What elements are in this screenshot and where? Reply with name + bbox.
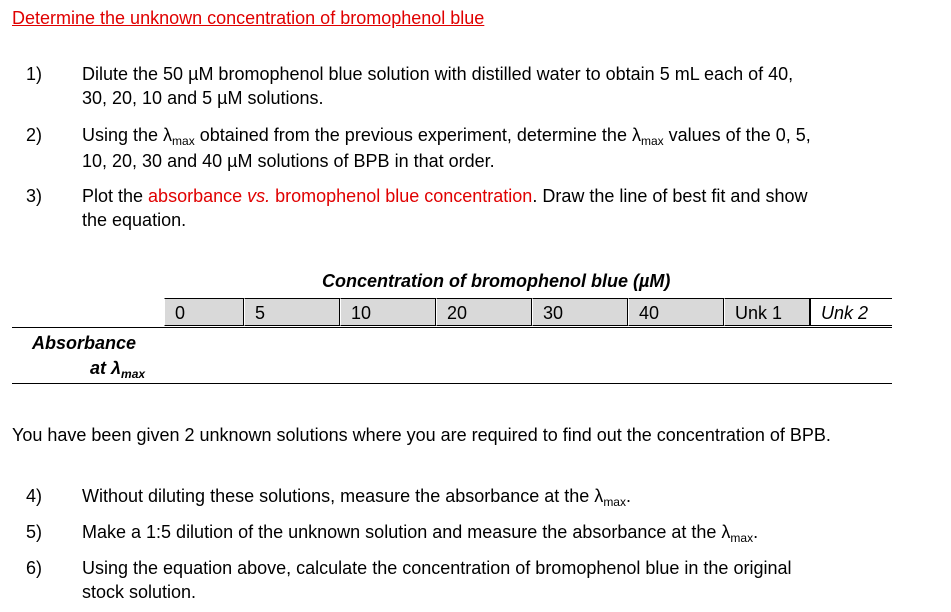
table-cell: 40 bbox=[628, 298, 724, 326]
table-cell: Unk 2 bbox=[810, 298, 892, 326]
table-cell: 20 bbox=[436, 298, 532, 326]
table-bottom bbox=[12, 383, 892, 384]
step-line: Using the equation above, calculate the concentration of bromophenol blue in the original bbox=[82, 558, 792, 578]
concentration-row bbox=[12, 298, 892, 328]
step-number: 3) bbox=[26, 186, 43, 206]
step-line: Dilute the 50 µM bromophenol blue solution with distilled water to obtain 5 mL each of 40, bbox=[82, 64, 794, 84]
step-line: the equation. bbox=[82, 210, 187, 230]
table-cell: 5 bbox=[244, 298, 340, 326]
step-text bbox=[82, 123, 811, 173]
step-text bbox=[82, 184, 807, 232]
table-cell: 10 bbox=[340, 298, 436, 326]
step-line: stock solution. bbox=[82, 582, 197, 602]
page-title: Determine the unknown concentration of bromophenol blue bbox=[12, 8, 485, 28]
table-cell: Unk 1 bbox=[724, 298, 810, 326]
step-number: 5) bbox=[26, 522, 43, 542]
table-cell: 30 bbox=[532, 298, 628, 326]
table-header: Concentration of bromophenol blue (µM) bbox=[322, 271, 671, 291]
step-text bbox=[82, 62, 793, 110]
step-number: 1) bbox=[26, 64, 43, 84]
row-label-lambda: at $\lambda_{max}$ bbox=[90, 358, 146, 381]
step-line: 30, 20, 10 and 5 µM solutions. bbox=[82, 88, 324, 108]
table-cell: 0 bbox=[164, 298, 244, 326]
step-number: 2) bbox=[26, 125, 43, 145]
instruction-paragraph: You have been given 2 unknown solutions where you are required to find out the concentration of BPB. bbox=[12, 425, 831, 445]
step-line: 10, 20, 30 and 40 µM solutions of BPB in that order. bbox=[82, 151, 495, 171]
step-number: 4) bbox=[26, 486, 43, 506]
row-label: Absorbance bbox=[32, 333, 137, 353]
step-line: Make a 1:5 dilution of the unknown solution and measure the absorbance at the $\lambda_{max}$. bbox=[82, 522, 759, 545]
step-line: Without diluting these solutions, measure the absorbance at the $\lambda_{max}$. bbox=[82, 486, 631, 509]
step-line: Plot the absorbance vs. bromophenol blue concentration. Draw the line of best fit and show bbox=[82, 186, 808, 206]
table-divider bbox=[12, 327, 892, 328]
step-text bbox=[82, 556, 791, 604]
step-number: 6) bbox=[26, 558, 43, 578]
step-line: Using the $\lambda_{max}$ obtained from the previous experiment, determine the $\lambda_{max}$ values of the 0, 5, bbox=[82, 125, 811, 148]
